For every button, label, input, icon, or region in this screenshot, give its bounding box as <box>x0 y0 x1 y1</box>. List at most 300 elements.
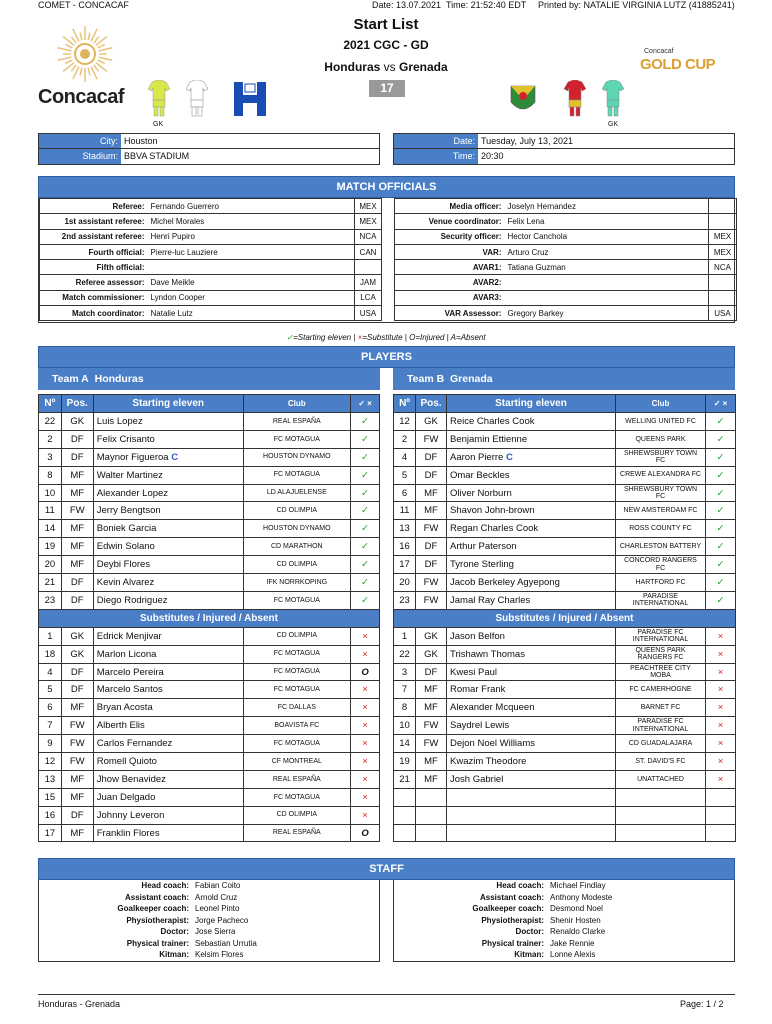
sun-ray <box>58 48 72 51</box>
official-name: Gregory Barkey <box>505 306 709 321</box>
player-row <box>394 627 736 645</box>
official-name <box>148 260 355 275</box>
official-role: Match commissioner: <box>40 290 148 305</box>
official-row <box>395 244 737 259</box>
footer-page: Page: 1 / 2 <box>680 999 724 1009</box>
player-position: MF <box>61 824 93 842</box>
player-position: DF <box>416 448 447 466</box>
stadium-value: BBVA STADIUM <box>124 151 190 161</box>
player-name: Edwin Solano <box>96 541 155 553</box>
player-club: FC MOTAGUA <box>243 681 350 699</box>
player-number: 23 <box>39 591 62 609</box>
player-name: Edrick Menjivar <box>96 630 162 642</box>
player-club: WELLING UNITED FC <box>616 413 706 431</box>
status-check-icon: ✓ <box>706 484 736 502</box>
player-name-cell <box>93 681 243 699</box>
player-position: MF <box>61 699 93 717</box>
staff-row <box>39 926 379 938</box>
official-name: Arturo Cruz <box>505 244 709 259</box>
status-cross-icon: × <box>351 645 380 663</box>
city-value: Houston <box>124 136 158 146</box>
player-row <box>394 413 736 431</box>
status-cross-icon: × <box>706 735 736 753</box>
player-number: 12 <box>39 753 62 771</box>
player-position: DF <box>61 574 93 592</box>
player-row <box>39 824 380 842</box>
title-competition: 2021 CGC - GD <box>343 38 429 52</box>
empty-cell <box>416 788 447 806</box>
player-name: Arthur Paterson <box>450 541 517 553</box>
staff-role: Physiotherapist: <box>126 915 189 925</box>
legend-check-text: =Starting eleven | <box>293 333 358 342</box>
players-title: PLAYERS <box>38 346 735 368</box>
official-role: Referee: <box>40 199 148 214</box>
official-nationality <box>355 260 382 275</box>
player-number: 10 <box>394 717 416 735</box>
player-club: QUEENS PARK RANGERS FC <box>616 645 706 663</box>
staff-row <box>394 915 734 927</box>
player-number: 17 <box>39 824 62 842</box>
player-club: CF MONTREAL <box>243 753 350 771</box>
honduras-crest-icon <box>232 80 268 118</box>
official-name: Joselyn Hernandez <box>505 199 709 214</box>
player-position: DF <box>61 806 93 824</box>
player-name: Saydrel Lewis <box>450 720 510 732</box>
player-position: MF <box>61 556 93 574</box>
player-position: DF <box>61 448 93 466</box>
player-name-cell <box>447 574 616 592</box>
legend-check-icon: ✓ <box>286 333 294 342</box>
official-name <box>505 290 709 305</box>
player-number: 5 <box>39 681 62 699</box>
staff-role: Goalkeeper coach: <box>117 904 189 914</box>
empty-cell <box>447 788 616 806</box>
official-row <box>40 244 382 259</box>
sun-ray <box>65 60 72 63</box>
status-check-icon: ✓ <box>351 520 380 538</box>
official-role: 1st assistant referee: <box>40 214 148 229</box>
col-pos: Pos. <box>416 395 447 413</box>
player-name-cell <box>93 699 243 717</box>
status-check-icon: ✓ <box>351 591 380 609</box>
status-cross-icon: × <box>706 627 736 645</box>
player-name-cell <box>93 753 243 771</box>
player-club: FC MOTAGUA <box>243 466 350 484</box>
player-name: Jhow Benavidez <box>96 773 166 785</box>
player-row <box>39 430 380 448</box>
status-check-icon: ✓ <box>351 574 380 592</box>
official-nationality: LCA <box>355 290 382 305</box>
player-position: GK <box>61 413 93 431</box>
staff-row <box>394 926 734 938</box>
player-position: FW <box>416 574 447 592</box>
player-club: CREWE ALEXANDRA FC <box>616 466 706 484</box>
venue-left-box <box>38 133 380 165</box>
status-check-icon: ✓ <box>706 466 736 484</box>
player-row <box>394 806 736 824</box>
status-cross-icon: × <box>351 699 380 717</box>
player-name: Jason Belfon <box>450 630 505 642</box>
sun-ray <box>98 44 105 47</box>
staff-name: Fabian Coito <box>195 881 241 891</box>
empty-cell <box>616 788 706 806</box>
player-name-cell <box>93 788 243 806</box>
team-b-subs-title: Substitutes / Injured / Absent <box>394 609 736 627</box>
staff-row <box>39 949 379 961</box>
player-row <box>394 520 736 538</box>
player-name: Benjamin Ettienne <box>450 433 528 445</box>
header-printed-by: Printed by: NATALIE VIRGINIA LUTZ (41885241) <box>538 0 735 10</box>
status-check-icon: ✓ <box>706 430 736 448</box>
player-club: PEACHTREE CITY MOBA <box>616 663 706 681</box>
staff-name: Jake Rennie <box>550 938 595 948</box>
player-row <box>39 627 380 645</box>
player-name-cell <box>93 574 243 592</box>
gold-cup-top-label: Concacaf <box>644 48 674 55</box>
col-club: Club <box>616 395 706 413</box>
sun-ray <box>88 33 90 41</box>
player-club: SHREWSBURY TOWN FC <box>616 484 706 502</box>
honduras-gk-kit-icon <box>148 80 170 118</box>
status-check-icon: ✓ <box>706 591 736 609</box>
player-name-cell <box>93 430 243 448</box>
player-name: Trishawn Thomas <box>450 648 525 660</box>
concacaf-wordmark: Concacaf <box>38 86 125 108</box>
sun-ray <box>94 65 99 71</box>
official-name: Natalie Lutz <box>148 306 355 321</box>
player-number: 12 <box>394 413 416 431</box>
player-position: DF <box>61 681 93 699</box>
player-row <box>394 753 736 771</box>
official-role: Referee assessor: <box>40 275 148 290</box>
player-name: Aaron Pierre <box>450 451 504 463</box>
player-number: 1 <box>394 627 416 645</box>
status-check-icon: ✓ <box>706 556 736 574</box>
player-row <box>39 556 380 574</box>
official-role: Security officer: <box>395 229 505 244</box>
player-row <box>39 466 380 484</box>
official-nationality: NCA <box>709 260 737 275</box>
staff-name: Jose Sierra <box>195 927 236 937</box>
grenada-kit-icon <box>564 80 586 118</box>
player-name-cell <box>93 448 243 466</box>
player-name-cell <box>447 591 616 609</box>
player-row <box>394 556 736 574</box>
empty-cell <box>706 806 736 824</box>
player-number: 2 <box>39 430 62 448</box>
player-position: FW <box>61 502 93 520</box>
player-club: ST. DAVID'S FC <box>616 753 706 771</box>
honduras-kit-icon <box>186 80 208 118</box>
player-position: FW <box>61 735 93 753</box>
player-club: FC MOTAGUA <box>243 663 350 681</box>
official-name: Fernando Guerrero <box>148 199 355 214</box>
header-time: Time: 21:52:40 EDT <box>446 0 527 10</box>
status-check-icon: ✓ <box>351 430 380 448</box>
official-row <box>40 229 382 244</box>
player-row <box>394 502 736 520</box>
player-club: FC MOTAGUA <box>243 430 350 448</box>
player-position: FW <box>61 753 93 771</box>
player-row <box>39 681 380 699</box>
footer-rule <box>38 994 735 995</box>
col-starting-eleven: Starting eleven <box>447 395 616 413</box>
player-number: 3 <box>39 448 62 466</box>
player-number: 14 <box>39 520 62 538</box>
player-row <box>394 430 736 448</box>
officials-title: MATCH OFFICIALS <box>38 176 735 198</box>
legend-cross-icon: × <box>357 333 363 342</box>
official-role: VAR: <box>395 244 505 259</box>
official-name: Michel Morales <box>148 214 355 229</box>
captain-badge: C <box>171 451 179 463</box>
date-value: Tuesday, July 13, 2021 <box>481 136 574 146</box>
title-start-list: Start List <box>353 16 419 33</box>
player-club: CD GUADALAJARA <box>616 735 706 753</box>
official-nationality <box>709 290 737 305</box>
player-row <box>394 770 736 788</box>
player-club: UNATTACHED <box>616 770 706 788</box>
status-cross-icon: × <box>351 735 380 753</box>
player-name: Jerry Bengtson <box>96 505 161 517</box>
grenada-gk-kit-icon <box>602 80 624 118</box>
staff-name: Desmond Noel <box>550 904 603 914</box>
sun-ray <box>94 37 99 43</box>
player-number: 8 <box>39 466 62 484</box>
player-name: Reice Charles Cook <box>450 415 535 427</box>
official-row <box>40 214 382 229</box>
player-name: Carlos Fernandez <box>96 738 173 750</box>
team-b-name: Grenada <box>399 60 448 74</box>
staff-title: STAFF <box>38 858 735 880</box>
staff-row <box>394 949 734 961</box>
official-nationality <box>709 199 737 214</box>
player-row <box>39 735 380 753</box>
player-position: GK <box>61 645 93 663</box>
player-number: 10 <box>39 484 62 502</box>
staff-left-box <box>38 880 380 962</box>
col-no: Nº <box>39 395 62 413</box>
player-club: IFK NORRKOPING <box>243 574 350 592</box>
player-position: DF <box>61 430 93 448</box>
team-a-header <box>38 368 380 390</box>
player-name-cell <box>447 466 616 484</box>
player-row <box>394 717 736 735</box>
staff-row <box>394 938 734 950</box>
staff-role: Assistant coach: <box>479 892 544 902</box>
player-name: Tyrone Sterling <box>450 559 514 571</box>
player-row <box>394 591 736 609</box>
player-name-cell <box>93 502 243 520</box>
status-check-icon: ✓ <box>351 466 380 484</box>
player-club: NEW AMSTERDAM FC <box>616 502 706 520</box>
player-name-cell <box>93 484 243 502</box>
official-nationality: USA <box>355 306 382 321</box>
staff-row <box>394 892 734 904</box>
player-number: 18 <box>39 645 62 663</box>
player-name: Walter Martinez <box>96 469 163 481</box>
player-name: Deybi Flores <box>96 559 151 571</box>
player-club: FC MOTAGUA <box>243 735 350 753</box>
status-check-icon: ✓ <box>706 413 736 431</box>
player-number: 7 <box>394 681 416 699</box>
player-row <box>394 735 736 753</box>
player-number: 23 <box>394 591 416 609</box>
status-cross-icon: × <box>706 645 736 663</box>
sun-ray <box>99 57 113 60</box>
official-role: AVAR2: <box>395 275 505 290</box>
player-position: GK <box>416 627 447 645</box>
staff-name: Lonne Alexis <box>550 950 596 960</box>
player-position: MF <box>61 466 93 484</box>
empty-cell <box>447 806 616 824</box>
player-club: CD OLIMPIA <box>243 556 350 574</box>
player-number: 11 <box>39 502 62 520</box>
venue-right-box <box>393 133 735 165</box>
official-row <box>395 199 737 214</box>
player-number: 9 <box>39 735 62 753</box>
staff-name: Kelsim Flores <box>195 950 244 960</box>
player-row <box>394 448 736 466</box>
empty-cell <box>447 824 616 842</box>
player-name-cell <box>447 430 616 448</box>
player-name-cell <box>93 824 243 842</box>
staff-role: Head coach: <box>141 881 189 891</box>
player-number: 13 <box>39 770 62 788</box>
official-nationality: CAN <box>355 244 382 259</box>
staff-role: Physical trainer: <box>481 938 544 948</box>
status-injured: O <box>351 663 380 681</box>
player-name: Kwazim Theodore <box>450 755 527 767</box>
sun-ray <box>71 37 76 43</box>
official-role: 2nd assistant referee: <box>40 229 148 244</box>
official-row <box>395 306 737 321</box>
player-name-cell <box>93 735 243 753</box>
vs-label: vs <box>383 60 396 74</box>
player-name-cell <box>93 770 243 788</box>
sun-ray <box>80 33 82 41</box>
player-club: FC MOTAGUA <box>243 788 350 806</box>
staff-row <box>39 915 379 927</box>
official-row <box>40 260 382 275</box>
staff-role: Doctor: <box>515 927 544 937</box>
staff-name: Sebastian Urrutia <box>195 938 257 948</box>
status-cross-icon: × <box>351 717 380 735</box>
player-number: 17 <box>394 556 416 574</box>
player-row <box>39 520 380 538</box>
empty-cell <box>416 806 447 824</box>
staff-role: Kitman: <box>159 950 189 960</box>
col-starting-eleven: Starting eleven <box>93 395 243 413</box>
player-name: Juan Delgado <box>96 791 156 803</box>
player-position: DF <box>61 663 93 681</box>
city-label: City: <box>39 134 121 148</box>
player-position: MF <box>416 753 447 771</box>
player-name: Franklin Flores <box>96 827 160 839</box>
player-name: Alexander Lopez <box>96 487 169 499</box>
player-name: Dejon Noel Williams <box>450 738 535 750</box>
staff-left-table <box>39 880 379 961</box>
status-check-icon: ✓ <box>351 538 380 556</box>
official-row <box>40 275 382 290</box>
time-label: Time: <box>394 149 478 164</box>
player-club: QUEENS PARK <box>616 430 706 448</box>
staff-role: Physical trainer: <box>126 938 189 948</box>
player-name-cell <box>447 484 616 502</box>
player-name: Oliver Norburn <box>450 487 512 499</box>
player-name-cell <box>93 591 243 609</box>
player-name-cell <box>447 556 616 574</box>
player-name: Alexander Mcqueen <box>450 702 535 714</box>
player-club: BARNET FC <box>616 699 706 717</box>
col-no: Nº <box>394 395 416 413</box>
player-number: 2 <box>394 430 416 448</box>
player-club: FC MOTAGUA <box>243 645 350 663</box>
staff-role: Head coach: <box>496 881 544 891</box>
player-number: 11 <box>394 502 416 520</box>
player-number: 22 <box>394 645 416 663</box>
staff-row <box>394 903 734 915</box>
player-name: Alberth Elis <box>96 720 145 732</box>
staff-name: Jorge Pacheco <box>195 915 249 925</box>
player-number: 20 <box>39 556 62 574</box>
player-position: FW <box>416 591 447 609</box>
player-number: 20 <box>394 574 416 592</box>
player-name-cell <box>93 413 243 431</box>
sun-ray <box>98 60 105 63</box>
staff-row <box>39 880 379 892</box>
sun-ray <box>71 65 76 71</box>
status-cross-icon: × <box>351 770 380 788</box>
official-role: Fifth official: <box>40 260 148 275</box>
player-name: Marcelo Santos <box>96 684 163 696</box>
player-position: DF <box>416 538 447 556</box>
player-position: GK <box>416 645 447 663</box>
player-row <box>39 806 380 824</box>
player-position: GK <box>416 413 447 431</box>
player-name-cell <box>93 627 243 645</box>
player-name: Marcelo Pereira <box>96 666 164 678</box>
staff-row <box>394 880 734 892</box>
player-name: Marlon Licona <box>96 648 157 660</box>
sun-ray <box>80 68 82 76</box>
status-cross-icon: × <box>351 806 380 824</box>
status-cross-icon: × <box>706 717 736 735</box>
staff-row <box>39 938 379 950</box>
staff-row <box>39 903 379 915</box>
official-role: Fourth official: <box>40 244 148 259</box>
official-name: Dave Meikle <box>148 275 355 290</box>
footer-match: Honduras - Grenada <box>38 999 121 1009</box>
status-cross-icon: × <box>351 788 380 806</box>
player-club: HOUSTON DYNAMO <box>243 448 350 466</box>
date-label: Date: <box>394 134 478 148</box>
sun-ray <box>58 57 72 60</box>
player-name: Romell Quioto <box>96 755 157 767</box>
player-position: DF <box>61 591 93 609</box>
empty-cell <box>706 788 736 806</box>
grenada-gk-label: GK <box>608 121 619 128</box>
player-row <box>394 484 736 502</box>
player-name-cell <box>447 538 616 556</box>
staff-role: Goalkeeper coach: <box>472 904 544 914</box>
player-row <box>39 591 380 609</box>
player-club: CD OLIMPIA <box>243 502 350 520</box>
player-club: BOAVISTA FC <box>243 717 350 735</box>
player-name-cell <box>93 538 243 556</box>
player-club: PARADISE INTERNATIONAL <box>616 591 706 609</box>
status-legend <box>0 333 772 342</box>
